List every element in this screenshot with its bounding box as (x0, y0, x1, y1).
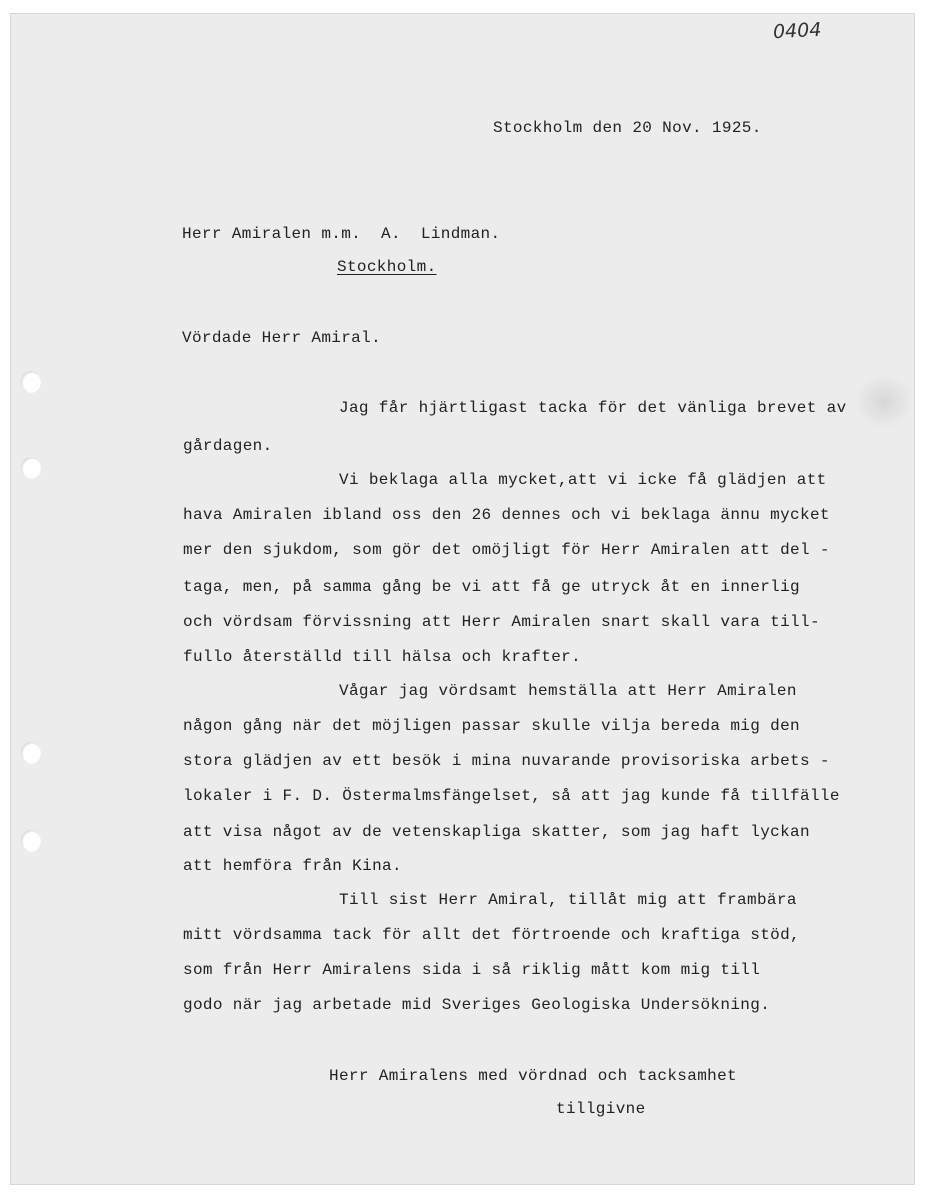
body-line: och vördsam förvissning att Herr Amiralen snart skall vara till- (183, 613, 820, 631)
body-line: att hemföra från Kina. (183, 857, 402, 875)
body-line: gårdagen. (183, 437, 273, 455)
body-line: hava Amiralen ibland oss den 26 dennes och vi beklaga ännu mycket (183, 506, 830, 524)
recipient-name: Herr Amiralen m.m. A. Lindman. (182, 225, 501, 243)
body-line: Vi beklaga alla mycket,att vi icke få glädjen att (339, 471, 827, 489)
salutation: Vördade Herr Amiral. (182, 329, 382, 347)
body-line: stora glädjen av ett besök i mina nuvarande provisoriska arbets - (183, 752, 830, 770)
body-line: att visa något av de vetenskapliga skatter, som jag haft lyckan (183, 823, 810, 841)
punch-hole (21, 830, 41, 852)
body-line: Jag får hjärtligast tacka för det vänliga brevet av (339, 399, 847, 417)
body-line: taga, men, på samma gång be vi att få ge utryck åt en innerlig (183, 578, 800, 596)
body-line: som från Herr Amiralens sida i så riklig mått kom mig till (183, 961, 761, 979)
closing-line: Herr Amiralens med vördnad och tacksamhet (329, 1067, 738, 1085)
body-line: lokaler i F. D. Östermalmsfängelset, så att jag kunde få tillfälle (183, 787, 840, 805)
paper-smudge (854, 374, 914, 429)
recipient-city: Stockholm. (337, 258, 437, 276)
archive-number: 0404 (772, 18, 822, 44)
body-line: mer den sjukdom, som gör det omöjligt för Herr Amiralen att del - (183, 541, 830, 559)
punch-hole (21, 371, 41, 393)
closing-signoff: tillgivne (556, 1100, 646, 1118)
body-line: mitt vördsamma tack för allt det förtroende och kraftiga stöd, (183, 926, 800, 944)
punch-hole (21, 457, 41, 479)
date-line: Stockholm den 20 Nov. 1925. (493, 119, 762, 137)
letter-page (11, 14, 914, 1184)
body-line: fullo återställd till hälsa och krafter. (183, 648, 582, 666)
body-line: Till sist Herr Amiral, tillåt mig att frambära (339, 891, 797, 909)
body-line: Vågar jag vördsamt hemställa att Herr Amiralen (339, 682, 797, 700)
body-line: någon gång när det möjligen passar skulle vilja bereda mig den (183, 717, 800, 735)
body-line: godo när jag arbetade mid Sveriges Geologiska Undersökning. (183, 996, 771, 1014)
punch-hole (21, 742, 41, 764)
